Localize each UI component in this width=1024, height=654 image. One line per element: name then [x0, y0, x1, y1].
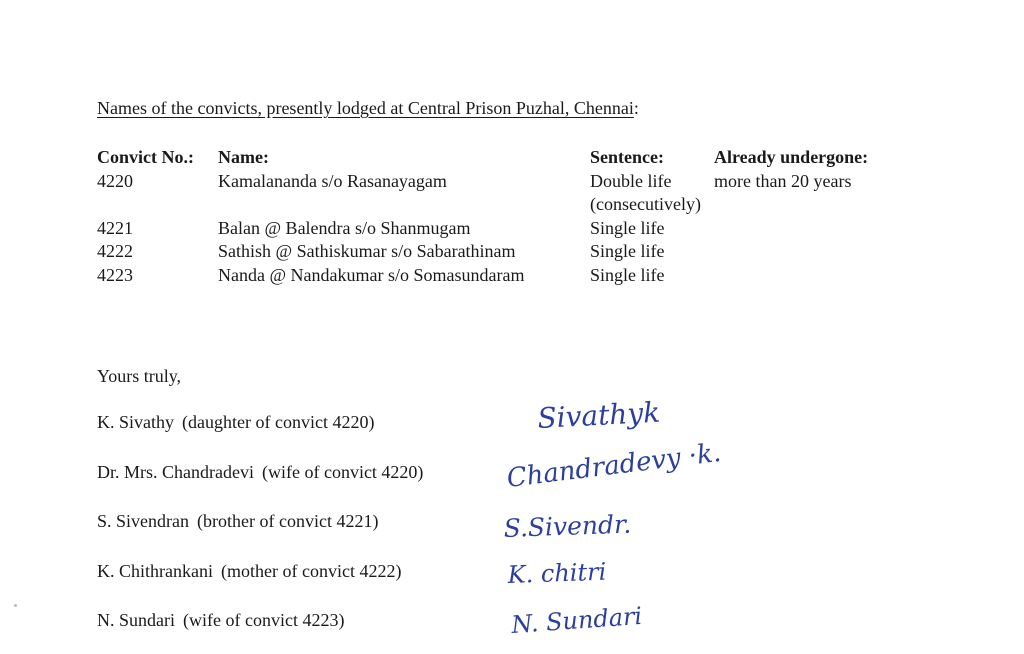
convict-already-undergone: more than 20 years [714, 170, 852, 191]
signature-sivathy: Sivathyk [536, 395, 661, 435]
convict-no: 4220 [97, 170, 133, 191]
convict-sentence: Single life [590, 217, 665, 238]
signatory-relation: (wife of convict 4223) [183, 610, 345, 630]
convict-sentence: Double life [590, 170, 672, 191]
convict-name: Sathish @ Sathiskumar s/o Sabarathinam [218, 241, 516, 261]
signatory-name: K. Chithrankani [97, 561, 213, 581]
heading-colon: : [633, 98, 639, 118]
heading-text: Names of the convicts, presently lodged at Central Prison Puzhal, Chennai [97, 98, 634, 118]
signatory-relation: (daughter of convict 4220) [182, 412, 375, 432]
header-name: Name: [218, 147, 269, 167]
signatory-relation: (mother of convict 4222) [220, 561, 402, 581]
signatory-relation: (wife of convict 4220) [261, 462, 424, 482]
signatory-name: Dr. Mrs. Chandradevi [97, 462, 254, 482]
convict-no: 4222 [97, 241, 133, 261]
convict-sentence: Single life [590, 241, 665, 261]
signatory-name: N. Sundari [97, 610, 175, 630]
header-already-undergone: Already undergone: [714, 147, 869, 167]
closing-salutation: Yours truly, [97, 366, 182, 386]
scan-speck [14, 604, 17, 607]
convict-no: 4223 [97, 264, 133, 285]
header-sentence: Sentence: [590, 147, 664, 167]
convict-name: Kamalananda s/o Rasanayagam [218, 170, 447, 191]
convict-name: Nanda @ Nandakumar s/o Somasundaram [218, 264, 525, 285]
convict-sentence-note: (consecutively) [590, 194, 701, 214]
signature-chandradevi: Chandradevy ·k. [505, 437, 723, 494]
header-convict-no: Convict No.: [97, 147, 194, 167]
signature-sivendran: S.Sivendr. [503, 509, 632, 543]
signature-sundari: N. Sundari [510, 601, 644, 639]
convict-no: 4221 [97, 217, 133, 238]
convict-sentence: Single life [590, 264, 665, 285]
signature-chithrankani: K. chitri [507, 557, 607, 589]
signatory-relation: (brother of convict 4221) [197, 511, 379, 531]
signatory-name: K. Sivathy [97, 412, 175, 432]
signatory-name: S. Sivendran [97, 511, 189, 531]
convict-name: Balan @ Balendra s/o Shanmugam [218, 217, 471, 238]
